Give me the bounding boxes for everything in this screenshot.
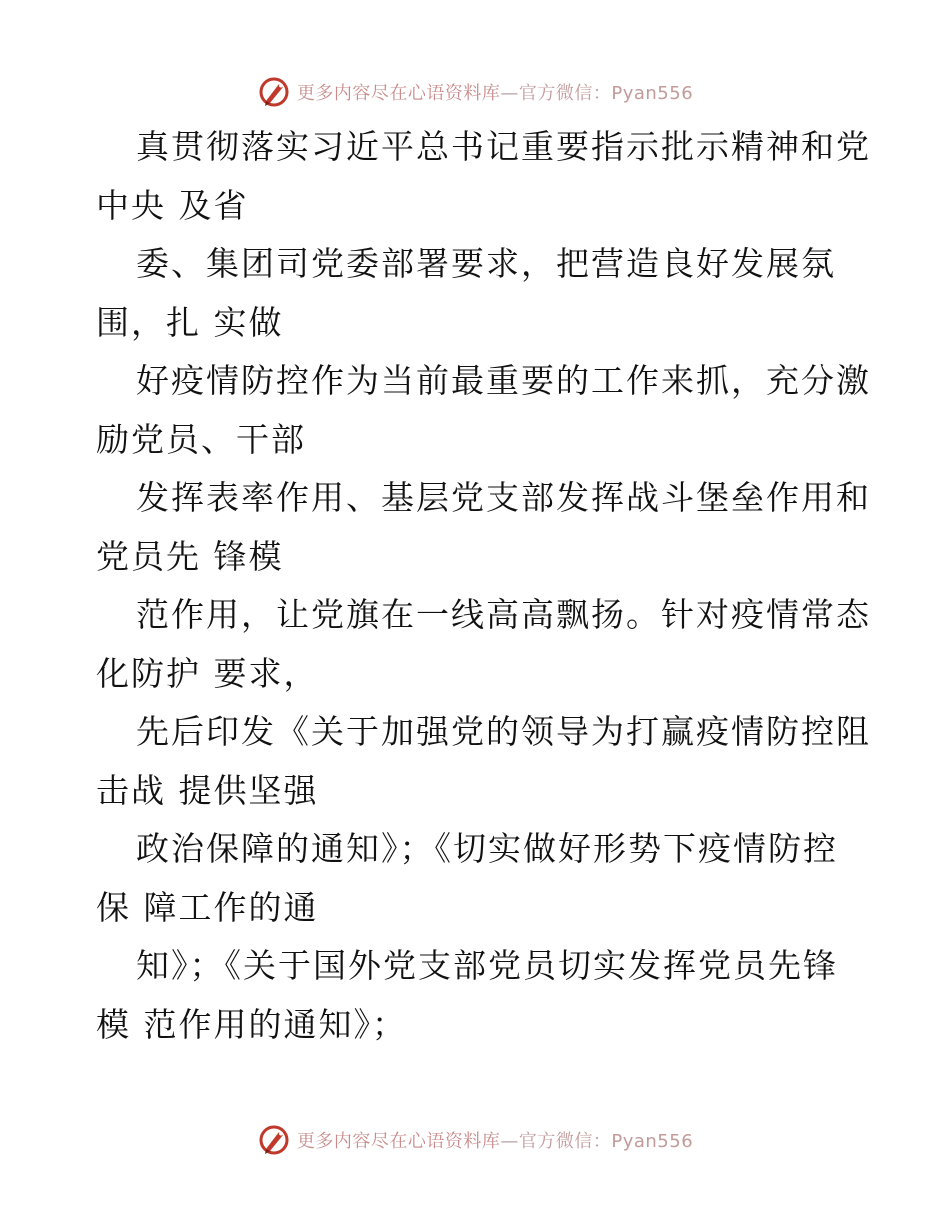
text-line: 围，扎 实做 bbox=[96, 302, 284, 342]
text-line: 击战 提供坚强 bbox=[96, 770, 319, 810]
pen-logo-icon bbox=[257, 1123, 291, 1157]
header-promo-text bbox=[297, 79, 693, 105]
text-line: 先后印发《关于加强党的领导为打赢疫情防控阻 bbox=[136, 712, 871, 751]
text-line: 政治保障的通知》；《切实做好形势下疫情防控 bbox=[136, 829, 838, 868]
header-wechat: 官方微信：Pyan556 bbox=[518, 83, 694, 104]
text-line: 模 范作用的通知》； bbox=[96, 1004, 407, 1044]
footer-promo: 更多内容尽在心语资料库 bbox=[296, 1131, 501, 1152]
footer-promo-text bbox=[297, 1127, 693, 1153]
header-banner bbox=[0, 70, 950, 114]
footer-separator: — bbox=[500, 1131, 519, 1152]
text-line: 好疫情防控作为当前最重要的工作来抓，充分激 bbox=[136, 361, 871, 400]
text-line: 真贯彻落实习近平总书记重要指示批示精神和党 bbox=[136, 127, 871, 166]
text-line: 发挥表率作用、基层党支部发挥战斗堡垒作用和 bbox=[136, 478, 871, 517]
text-line: 党员先 锋模 bbox=[96, 536, 284, 576]
text-line: 委、集团司党委部署要求，把营造良好发展氛 bbox=[136, 244, 836, 283]
text-line: 保 障工作的通 bbox=[96, 887, 319, 927]
document-body bbox=[96, 118, 871, 1054]
text-line: 中央 及省 bbox=[96, 185, 249, 225]
text-line: 范作用，让党旗在一线高高飘扬。针对疫情常态 bbox=[136, 595, 871, 634]
text-line: 化防护 要求， bbox=[96, 653, 319, 693]
header-promo: 更多内容尽在心语资料库 bbox=[296, 83, 501, 104]
text-line: 励党员、干部 bbox=[96, 419, 306, 459]
text-line: 知》；《关于国外党支部党员切实发挥党员先锋 bbox=[136, 946, 838, 985]
header-separator: — bbox=[500, 83, 519, 104]
pen-logo-icon bbox=[257, 75, 291, 109]
footer-banner bbox=[0, 1118, 950, 1162]
footer-wechat: 官方微信：Pyan556 bbox=[518, 1131, 694, 1152]
